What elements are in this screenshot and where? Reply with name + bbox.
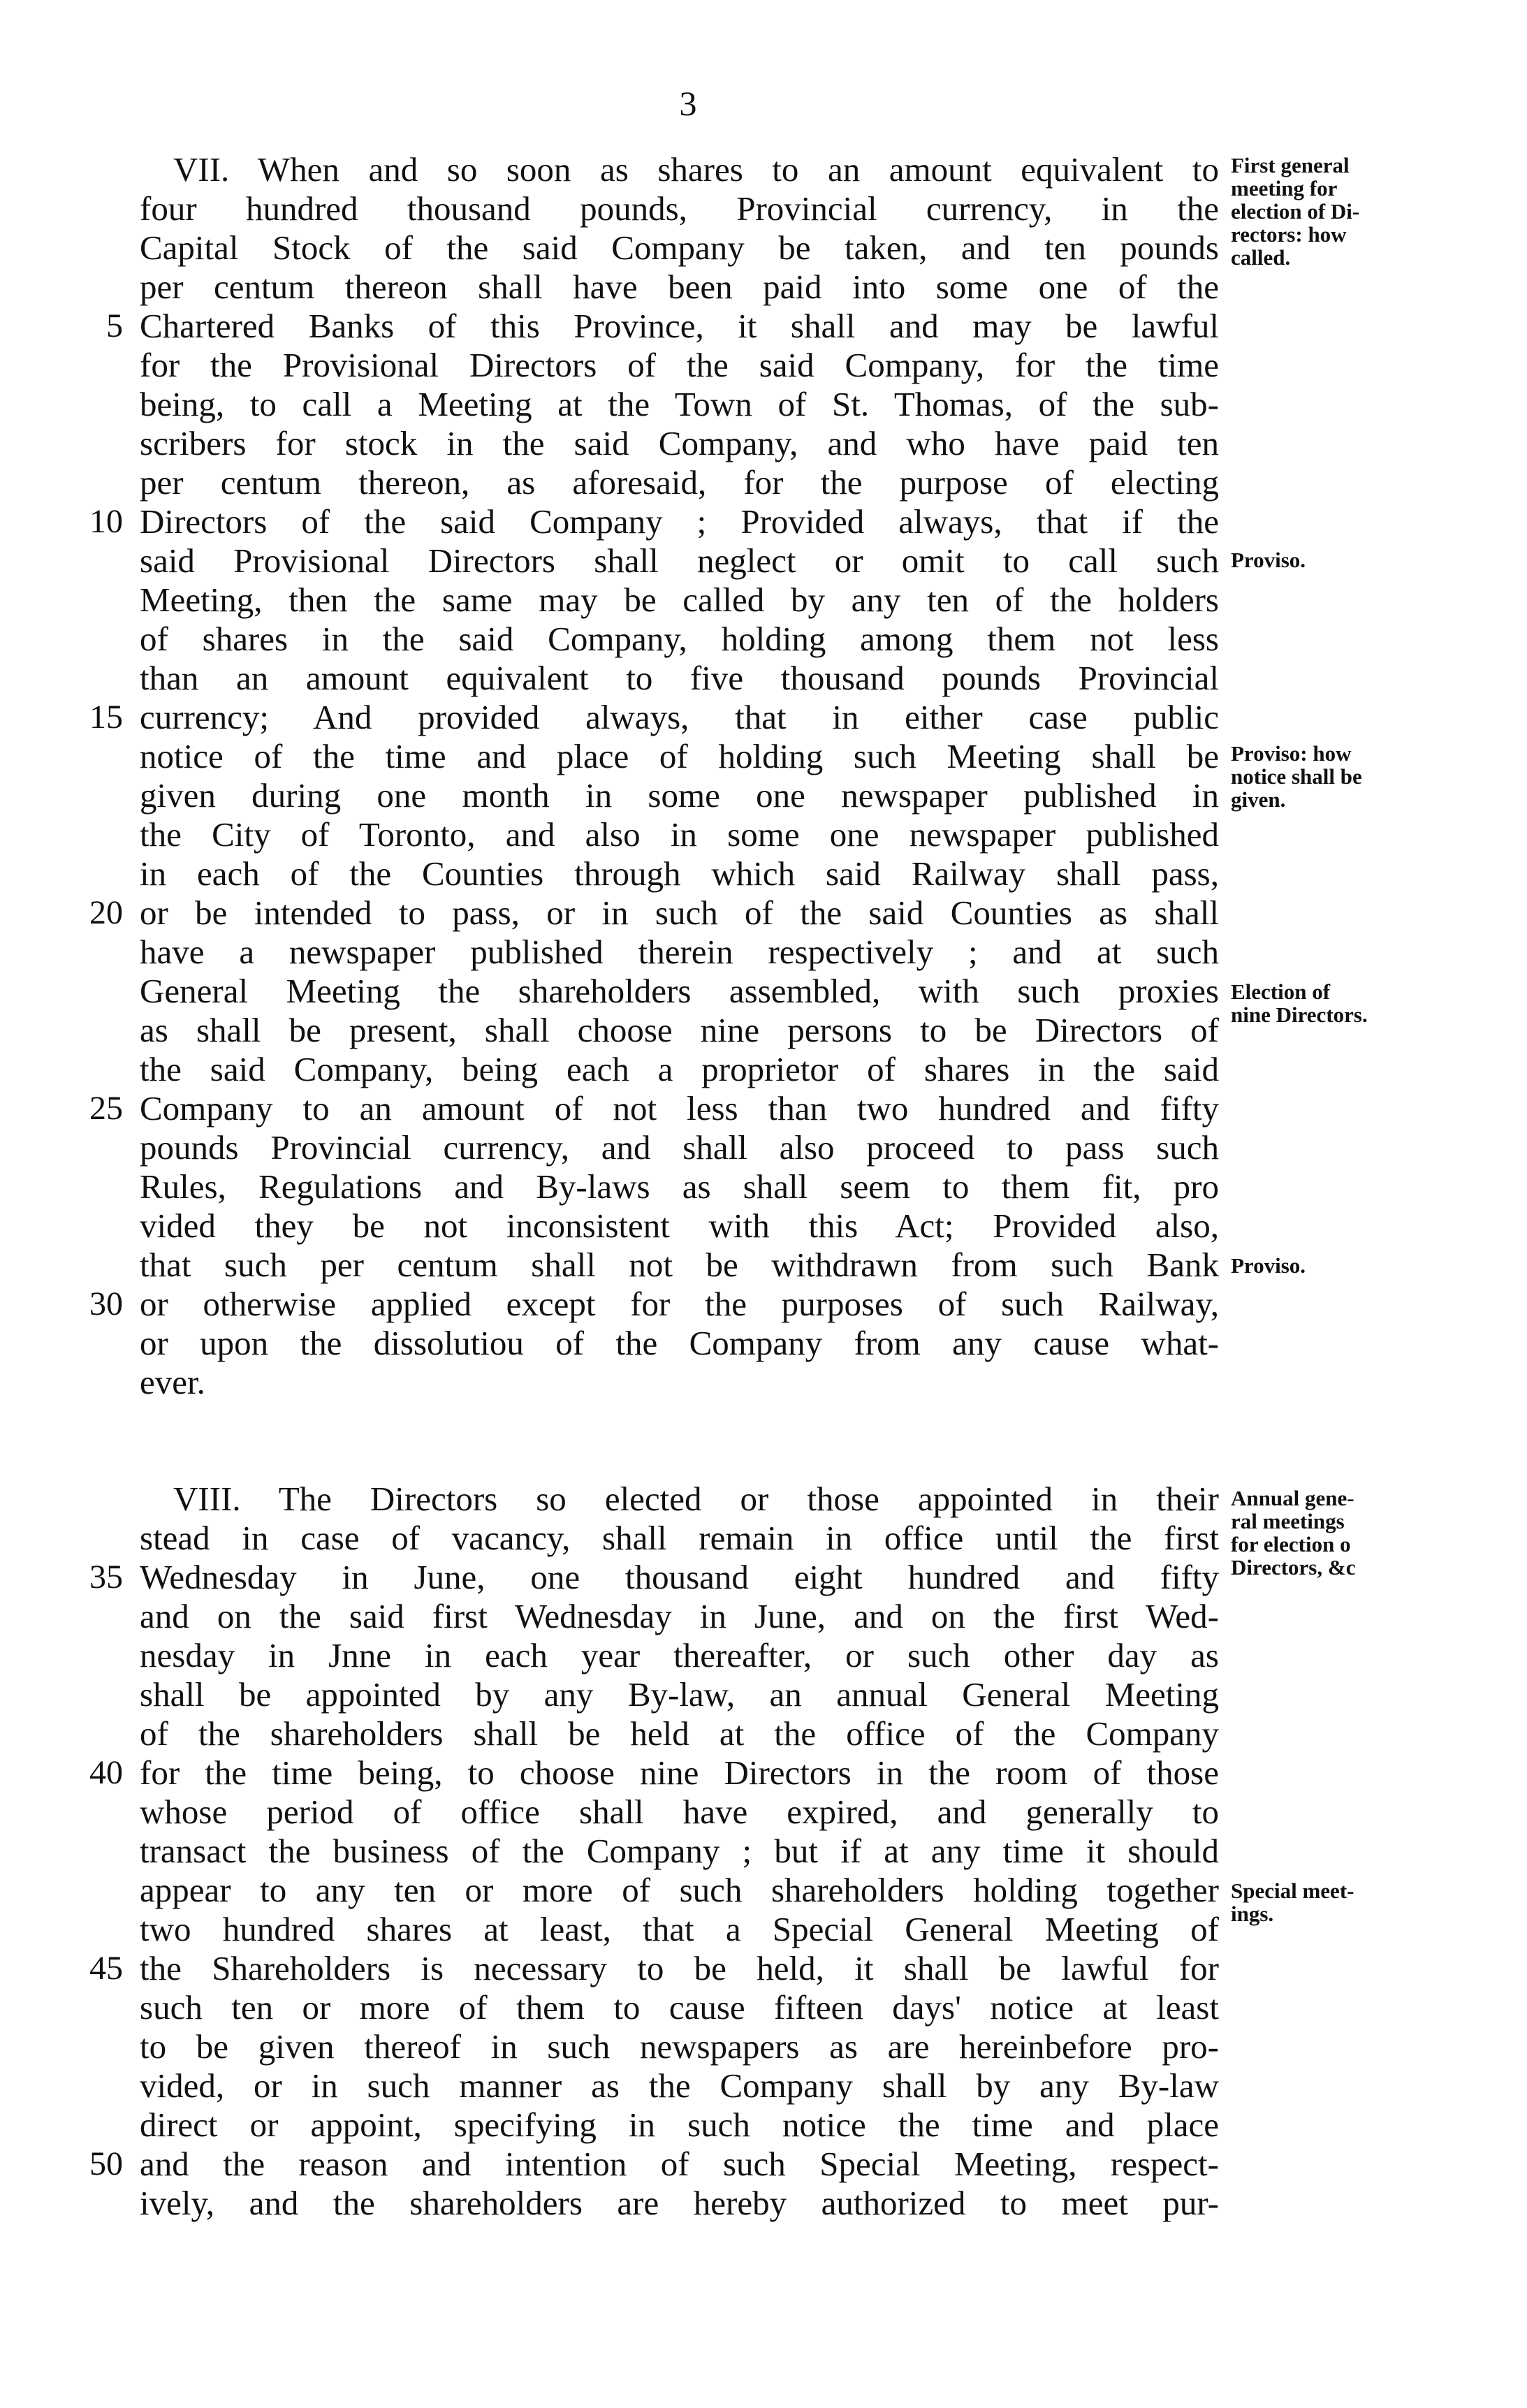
marginal-note-line: ral meetings	[1231, 1509, 1345, 1533]
marginal-note-line: rectors: how	[1231, 222, 1347, 247]
text-line: per centum thereon shall have been paid into some one of the	[140, 268, 1219, 306]
text-line: Capital Stock of the said Company be taken, and ten pounds	[140, 228, 1219, 267]
text-line: or be intended to pass, or in such of the said Counties as shall	[140, 893, 1219, 932]
marginal-note-line: Special meet-	[1231, 1878, 1354, 1903]
marginal-note-line: Directors, &c	[1231, 1555, 1356, 1579]
text-line: stead in case of vacancy, shall remain in office until the first	[140, 1519, 1219, 1557]
line-number: 50	[89, 2145, 123, 2182]
line-number: 35	[89, 1559, 123, 1596]
marginal-note-line: Proviso.	[1231, 548, 1306, 572]
text-line: pounds Provincial currency, and shall also proceed to pass such	[140, 1128, 1219, 1167]
text-line: currency; And provided always, that in either case public	[140, 698, 1219, 736]
text-line: given during one month in some one newspaper published in	[140, 776, 1219, 815]
text-line: said Provisional Directors shall neglect or omit to call such	[140, 541, 1219, 580]
marginal-note	[1231, 548, 1517, 571]
text-line: the Shareholders is necessary to be held, it shall be lawful for	[140, 1949, 1219, 1987]
line-number: 15	[89, 699, 123, 736]
marginal-note-line: Proviso: how	[1231, 741, 1352, 766]
text-line: ively, and the shareholders are hereby authorized to meet pur-	[140, 2184, 1219, 2222]
text-line: per centum thereon, as aforesaid, for the purpose of electing	[140, 463, 1219, 502]
text-line: have a newspaper published therein respectively ; and at such	[140, 933, 1219, 971]
text-line: Chartered Banks of this Province, it shall and may be lawful	[140, 307, 1219, 345]
text-line: the said Company, being each a proprietor of shares in the said	[140, 1050, 1219, 1088]
text-line: Rules, Regulations and By-laws as shall seem to them fit, pro	[140, 1167, 1219, 1206]
text-line: and on the said first Wednesday in June, and on the first Wed-	[140, 1597, 1219, 1635]
text-line: the City of Toronto, and also in some one newspaper published	[140, 815, 1219, 854]
text-line: two hundred shares at least, that a Special General Meeting of	[140, 1910, 1219, 1948]
text-line: or otherwise applied except for the purposes of such Railway,	[140, 1285, 1219, 1323]
text-line: nesday in Jnne in each year thereafter, or such other day as	[140, 1636, 1219, 1674]
marginal-note-line: given.	[1231, 787, 1286, 812]
text-line: for the time being, to choose nine Directors in the room of those	[140, 1753, 1219, 1792]
marginal-note	[1231, 1254, 1517, 1277]
marginal-note-line: called.	[1231, 245, 1291, 270]
text-line: being, to call a Meeting at the Town of St. Thomas, of the sub-	[140, 385, 1219, 423]
marginal-note-line: First general	[1231, 153, 1350, 177]
text-line: whose period of office shall have expired, and generally to	[140, 1793, 1219, 1831]
line-number: 40	[89, 1754, 123, 1791]
text-line: or upon the dissolutiou of the Company from any cause what-	[140, 1324, 1219, 1362]
text-line: VIII. The Directors so elected or those appointed in their	[173, 1480, 1219, 1518]
text-line: of the shareholders shall be held at the office of the Company	[140, 1714, 1219, 1753]
marginal-note	[1231, 1487, 1517, 1579]
text-line: Meeting, then the same may be called by any ten of the holders	[140, 581, 1219, 619]
marginal-note-line: election of Di-	[1231, 199, 1360, 224]
line-number: 30	[89, 1285, 123, 1322]
text-line: to be given thereof in such newspapers as are hereinbefore pro-	[140, 2027, 1219, 2066]
marginal-note-line: meeting for	[1231, 176, 1338, 200]
line-number: 10	[89, 503, 123, 540]
marginal-note-line: nine Directors.	[1231, 1002, 1368, 1027]
text-line: of shares in the said Company, holding among them not less	[140, 620, 1219, 658]
text-line: in each of the Counties through which said Railway shall pass,	[140, 854, 1219, 893]
text-line: VII. When and so soon as shares to an amount equivalent to	[173, 150, 1219, 189]
marginal-note	[1231, 154, 1517, 269]
line-number: 5	[106, 307, 123, 344]
line-number: 20	[89, 894, 123, 931]
marginal-note-line: Election of	[1231, 979, 1331, 1004]
marginal-note	[1231, 742, 1517, 811]
marginal-note-line: ings.	[1231, 1902, 1274, 1926]
marginal-note	[1231, 1879, 1517, 1925]
text-line: ever.	[140, 1363, 205, 1401]
text-line: transact the business of the Company ; but if at any time it should	[140, 1832, 1219, 1870]
text-line: appear to any ten or more of such shareholders holding together	[140, 1871, 1219, 1909]
text-line: Company to an amount of not less than two hundred and fifty	[140, 1089, 1219, 1128]
text-line: vided they be not inconsistent with this Act; Provided also,	[140, 1206, 1219, 1245]
line-number: 45	[89, 1950, 123, 1987]
text-line: as shall be present, shall choose nine persons to be Directors of	[140, 1011, 1219, 1049]
text-line: Wednesday in June, one thousand eight hundred and fifty	[140, 1558, 1219, 1596]
line-number: 25	[89, 1090, 123, 1127]
text-line: such ten or more of them to cause fifteen days' notice at least	[140, 1988, 1219, 2027]
text-line: General Meeting the shareholders assembled, with such proxies	[140, 972, 1219, 1010]
text-line: notice of the time and place of holding such Meeting shall be	[140, 737, 1219, 775]
text-line: shall be appointed by any By-law, an annual General Meeting	[140, 1675, 1219, 1714]
marginal-note-line: Annual gene-	[1231, 1486, 1354, 1510]
marginal-note-line: Proviso.	[1231, 1253, 1306, 1278]
page-number: 3	[679, 84, 697, 123]
marginal-note-line: notice shall be	[1231, 764, 1362, 789]
text-line: Directors of the said Company ; Provided always, that if the	[140, 502, 1219, 541]
marginal-note-line: for election o	[1231, 1532, 1351, 1556]
text-line: for the Provisional Directors of the said Company, for the time	[140, 346, 1219, 384]
text-line: vided, or in such manner as the Company shall by any By-law	[140, 2066, 1219, 2105]
text-line: and the reason and intention of such Special Meeting, respect-	[140, 2145, 1219, 2183]
text-line: four hundred thousand pounds, Provincial currency, in the	[140, 189, 1219, 228]
text-line: scribers for stock in the said Company, and who have paid ten	[140, 424, 1219, 462]
marginal-note	[1231, 980, 1517, 1026]
text-line: than an amount equivalent to five thousand pounds Provincial	[140, 659, 1219, 697]
text-line: direct or appoint, specifying in such notice the time and place	[140, 2106, 1219, 2144]
text-line: that such per centum shall not be withdrawn from such Bank	[140, 1246, 1219, 1284]
